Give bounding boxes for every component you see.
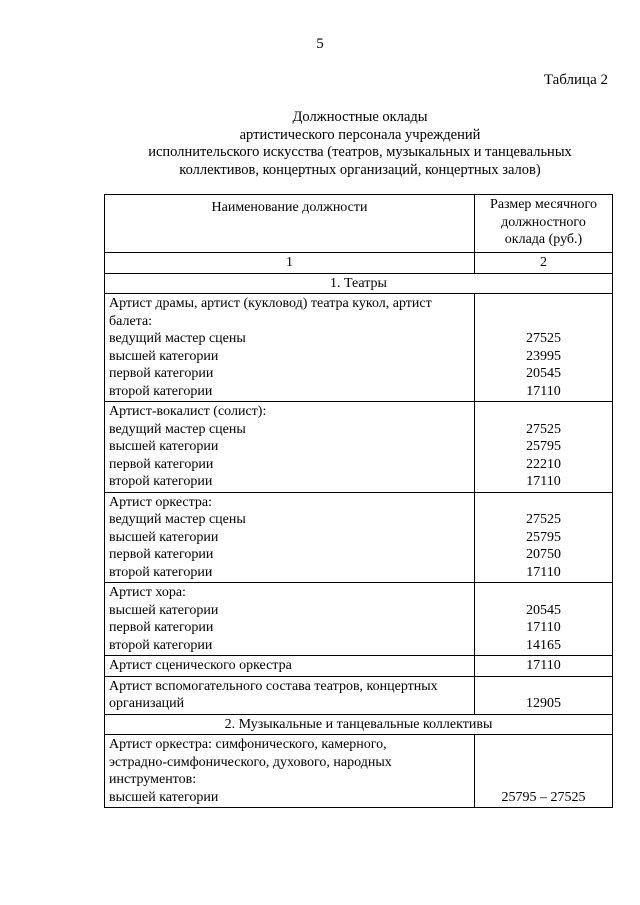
salary-cell: [475, 492, 613, 583]
salary-value: 12905: [526, 696, 561, 711]
position-line: высшей категории: [109, 789, 219, 805]
salary-value: 20750: [526, 547, 561, 562]
header-salary-line: должностного: [501, 214, 586, 230]
position-name-cell: [105, 492, 475, 583]
section-title: 2. Музыкальные и танцевальные коллективы: [105, 714, 613, 735]
salary-value: 17110: [526, 383, 561, 399]
position-line: балета:: [109, 313, 153, 329]
position-line: второй категории: [109, 637, 213, 653]
position-line: ведущий мастер сцены: [109, 331, 246, 346]
salary-value: 20545: [526, 602, 561, 618]
position-line: второй категории: [109, 564, 213, 580]
table-row: [105, 294, 613, 402]
table-row: [105, 656, 613, 677]
salary-value: [479, 584, 608, 602]
position-line: ведущий мастер сцены: [109, 421, 246, 437]
salary-value: [479, 678, 608, 696]
salary-value: 25795 – 27525: [501, 789, 586, 805]
position-line: Артист оркестра:: [109, 494, 212, 510]
position-line: высшей категории: [109, 602, 219, 618]
salary-cell: [475, 735, 613, 808]
salary-value: 27525: [526, 331, 561, 346]
salary-cell: [475, 656, 613, 677]
salary-value: [479, 736, 608, 754]
table-row: [105, 676, 613, 714]
title-line: артистического персонала учреждений: [239, 126, 481, 143]
header-position-name: Наименование должности: [105, 195, 475, 253]
position-name-cell: [105, 656, 475, 677]
position-line: высшей категории: [109, 439, 219, 454]
document-title: [100, 109, 620, 179]
table-row: [105, 735, 613, 808]
position-line: ведущий мастер сцены: [109, 512, 246, 527]
salary-value: 25795: [526, 439, 561, 454]
position-line: второй категории: [109, 474, 213, 489]
salary-value: 25795: [526, 529, 561, 545]
salary-value: 14165: [526, 637, 561, 653]
table-label: Таблица 2: [543, 72, 608, 88]
table-header-row: [105, 195, 613, 253]
header-salary-size: [475, 195, 613, 253]
position-name-cell: [105, 294, 475, 402]
salary-value: 17110: [526, 620, 561, 635]
position-line: Артист сценического оркестра: [109, 658, 292, 673]
title-line: коллективов, концертных организаций, концертных залов): [179, 161, 541, 178]
position-line: первой категории: [109, 366, 214, 381]
salary-value: 27525: [526, 512, 561, 527]
position-name-cell: [105, 402, 475, 493]
salary-value: 20545: [526, 366, 561, 381]
column-number: 1: [105, 253, 475, 274]
salary-cell: [475, 402, 613, 493]
position-line: Артист хора:: [109, 585, 186, 600]
salary-value: 17110: [526, 474, 561, 489]
salary-value: [479, 754, 608, 772]
title-line: Должностные оклады: [292, 109, 428, 125]
salary-table-body: [105, 195, 613, 808]
table-row: [105, 492, 613, 583]
salary-value: 17110: [526, 564, 561, 580]
page-number: 5: [316, 36, 324, 52]
salary-value: 23995: [526, 348, 561, 364]
position-name-cell: [105, 583, 475, 656]
position-line: инструментов:: [109, 772, 197, 787]
section-row: [105, 714, 613, 735]
salary-cell: [475, 294, 613, 402]
position-name-cell: [105, 676, 475, 714]
salary-value: [479, 295, 608, 313]
position-line: высшей категории: [109, 348, 219, 364]
position-line: эстрадно-симфонического, духового, народных: [109, 754, 392, 770]
position-line: первой категории: [109, 547, 214, 562]
position-line: Артист драмы, артист (кукловод) театра кукол, артист: [109, 296, 432, 311]
salary-table: [104, 194, 613, 808]
position-line: высшей категории: [109, 529, 219, 545]
position-line: первой категории: [109, 620, 214, 635]
salary-cell: [475, 583, 613, 656]
salary-value: [479, 494, 608, 512]
salary-cell: [475, 676, 613, 714]
position-line: первой категории: [109, 456, 214, 472]
salary-value: 27525: [526, 421, 561, 437]
salary-value: [479, 771, 608, 789]
title-line: исполнительского искусства (театров, музыкальных и танцевальных: [148, 144, 572, 160]
salary-value: [479, 403, 608, 421]
position-line: Артист оркестра: симфонического, камерного,: [109, 737, 387, 752]
salary-value: 22210: [526, 456, 561, 472]
table-row: [105, 583, 613, 656]
position-line: второй категории: [109, 383, 213, 399]
salary-value: [479, 313, 608, 331]
header-salary-line: Размер месячного: [490, 197, 597, 212]
section-row: [105, 273, 613, 294]
header-salary-line: оклада (руб.): [504, 232, 583, 247]
position-line: Артист-вокалист (солист):: [109, 404, 267, 419]
section-title: 1. Театры: [105, 273, 613, 294]
column-number-row: [105, 253, 613, 274]
position-name-cell: [105, 735, 475, 808]
column-number: 2: [475, 253, 613, 274]
position-line: организаций: [109, 696, 185, 711]
position-line: Артист вспомогательного состава театров, концертных: [109, 678, 438, 694]
table-row: [105, 402, 613, 493]
salary-value: 17110: [526, 658, 561, 673]
